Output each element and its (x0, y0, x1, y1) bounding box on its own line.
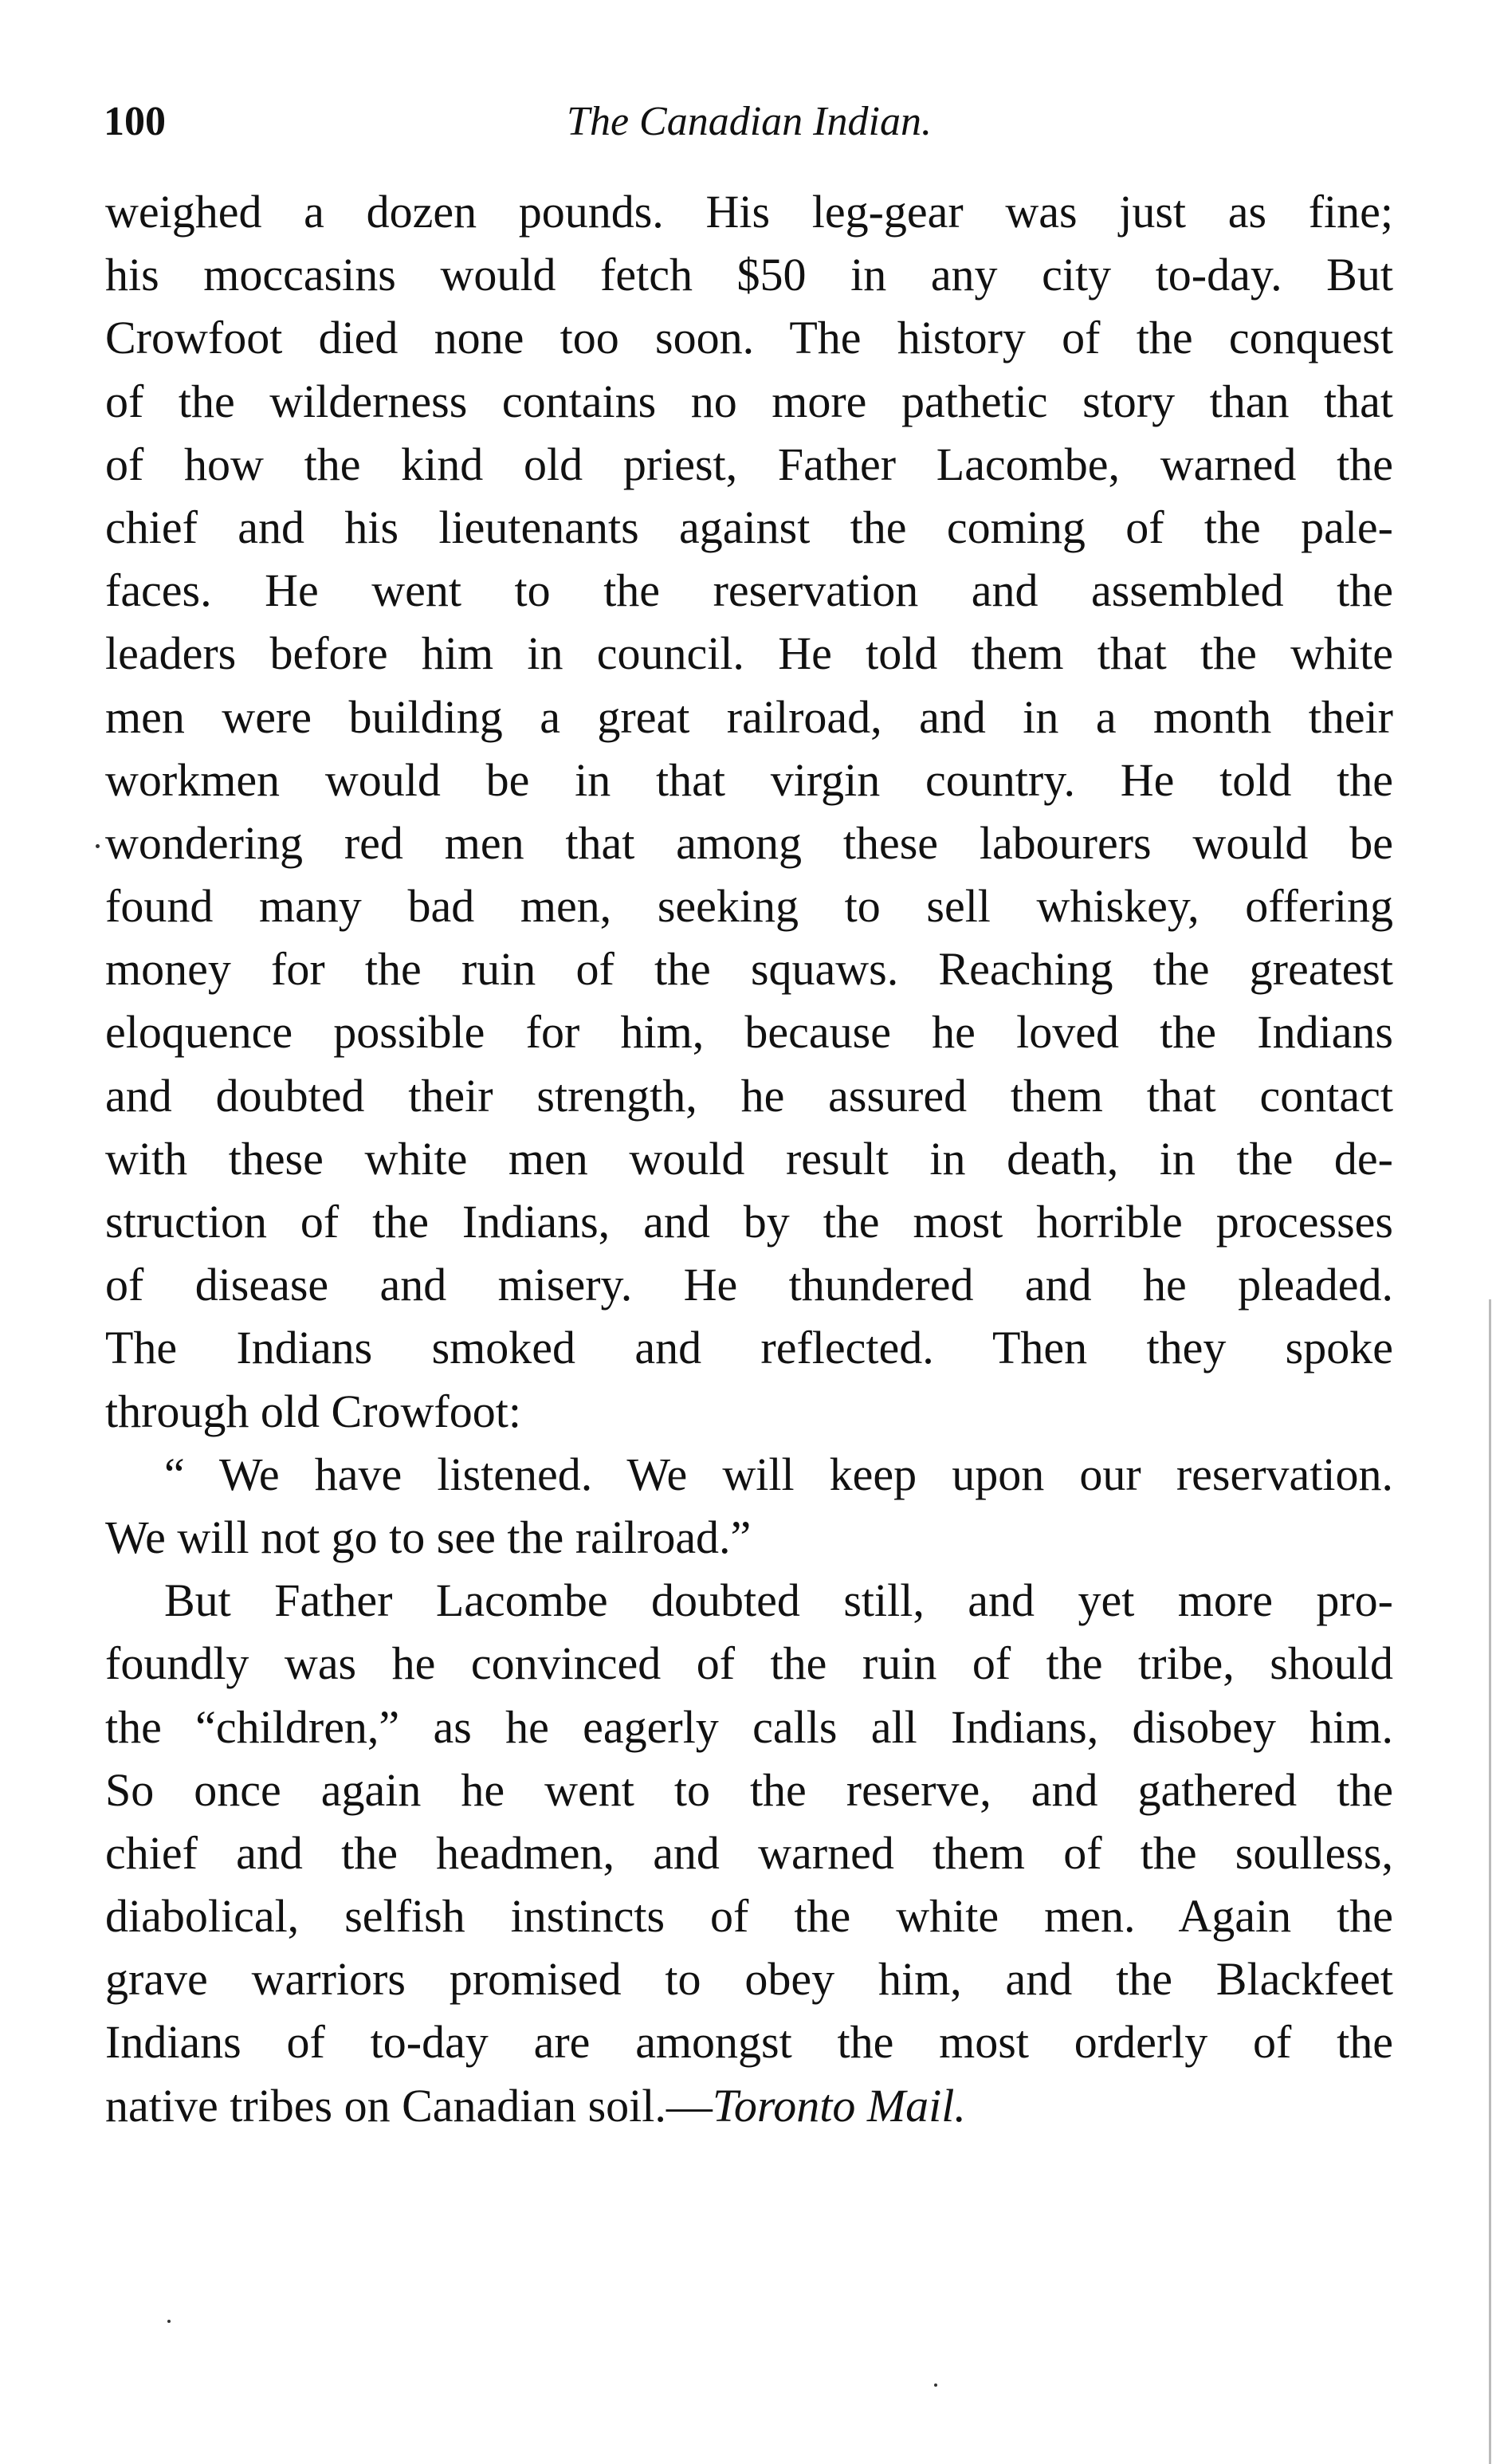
text-line: The Indians smoked and reflected. Then they spoke (105, 1322, 1393, 1374)
text-line: “ We have listened. We will keep upon our reservation. (164, 1448, 1393, 1500)
running-title: The Canadian Indian. (567, 99, 932, 144)
text-line: money for the ruin of the squaws. Reaching the greatest (105, 943, 1393, 996)
paragraph-3 (105, 1569, 1393, 2137)
text-line: of the wilderness contains no more pathetic story than that (105, 375, 1393, 427)
text-line: struction of the Indians, and by the most horrible processes (105, 1196, 1393, 1248)
text-line: men were building a great railroad, and in a month their (105, 690, 1393, 743)
text-line: faces. He went to the reservation and assembled the (105, 564, 1393, 617)
scan-edge-shadow (1489, 1299, 1491, 2464)
text-line: workmen would be in that virgin country. He told the (105, 753, 1393, 806)
text-line: through old Crowfoot: (105, 1385, 521, 1437)
text-line: of how the kind old priest, Father Lacombe, warned the (105, 438, 1393, 490)
text-line: leaders before him in council. He told them that the white (105, 627, 1393, 680)
print-speck (934, 2383, 937, 2387)
text-line: So once again he went to the reserve, and gathered the (105, 1763, 1393, 1816)
text-line: But Father Lacombe doubted still, and yet more pro- (164, 1574, 1393, 1627)
text-line: the “children,” as he eagerly calls all Indians, disobey him. (105, 1700, 1393, 1753)
text-line: chief and his lieutenants against the coming of the pale- (105, 501, 1393, 553)
text-line: weighed a dozen pounds. His leg-gear was just as fine; (105, 186, 1393, 238)
paragraph-1 (105, 180, 1393, 1443)
text-line: chief and the headmen, and warned them of the soulless, (105, 1826, 1393, 1879)
print-speck (167, 2320, 171, 2323)
text-line: grave warriors promised to obey him, and the Blackfeet (105, 1953, 1393, 2006)
text-line: eloquence possible for him, because he loved the Indians (105, 1006, 1393, 1059)
text-line: of disease and misery. He thundered and he pleaded. (105, 1259, 1393, 1311)
text-line: his moccasins would fetch $50 in any city to-day. But (105, 249, 1393, 301)
text-line: diabolical, selfish instincts of the white men. Again the (105, 1890, 1393, 1943)
text-line (105, 2074, 1393, 2137)
closing-text: native tribes on Canadian soil.— (105, 2079, 713, 2132)
text-line: We will not go to see the railroad.” (105, 1511, 752, 1563)
print-speck (96, 844, 100, 848)
text-line: Indians of to-day are amongst the most orderly of the (105, 2016, 1393, 2069)
text-line: and doubted their strength, he assured them that contact (105, 1069, 1393, 1122)
source-attribution: Toronto Mail. (712, 2079, 966, 2132)
page-number: 100 (104, 99, 166, 144)
text-line: with these white men would result in death, in the de- (105, 1132, 1393, 1185)
text-line: foundly was he convinced of the ruin of the tribe, should (105, 1637, 1393, 1690)
paragraph-quote (105, 1443, 1393, 1569)
text-line: wondering red men that among these labourers would be (105, 816, 1393, 869)
text-line: found many bad men, seeking to sell whiskey, offering (105, 880, 1393, 933)
text-line: Crowfoot died none too soon. The history of the conquest (105, 312, 1393, 364)
page-header (104, 94, 1395, 150)
body-text (105, 180, 1393, 2137)
